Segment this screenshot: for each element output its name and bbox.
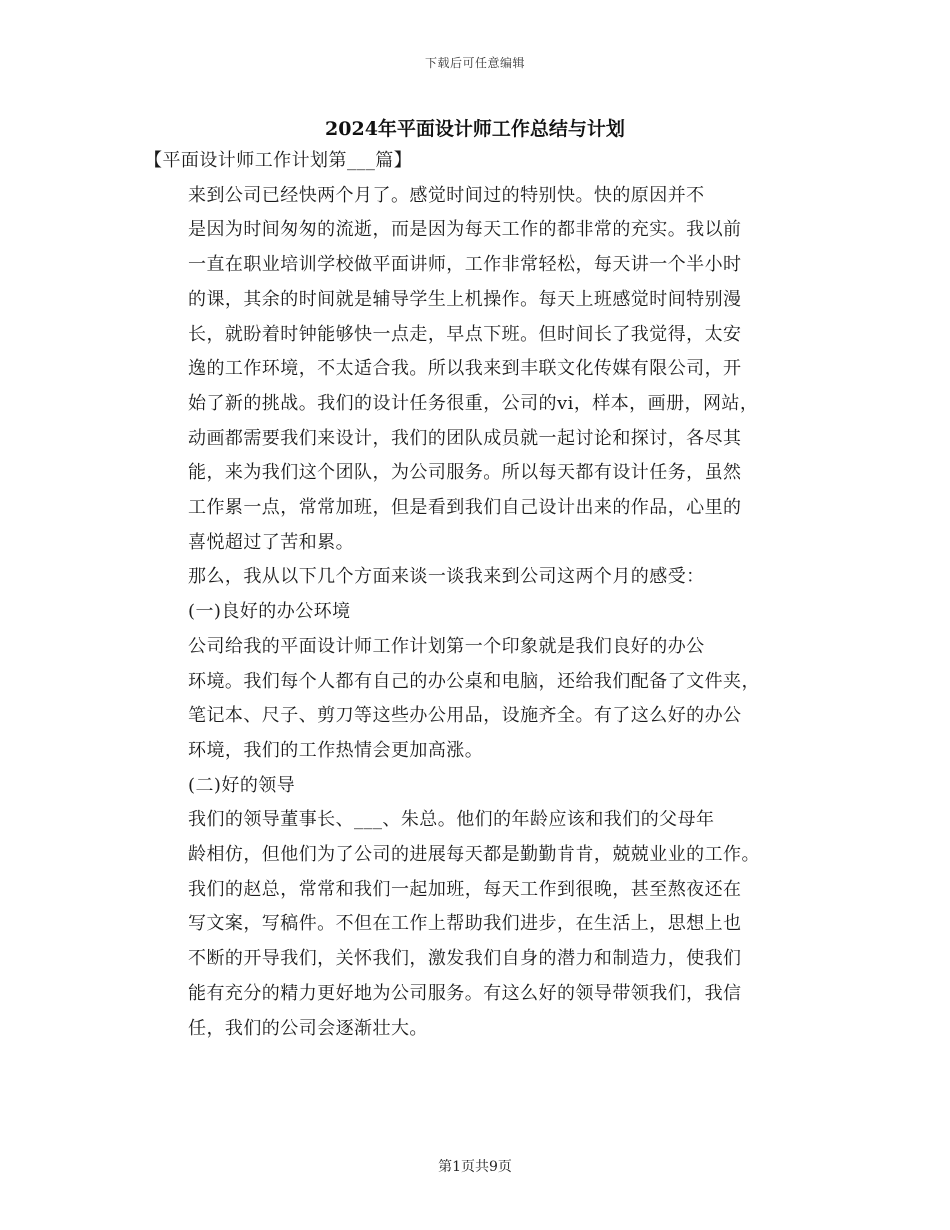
text-line: 不断的开导我们，关怀我们，激发我们自身的潜力和制造力，使我们: [188, 948, 742, 970]
text-line: 我们的领导董事长、___、朱总。他们的年龄应该和我们的父母年: [188, 809, 715, 831]
text-line: 能，来为我们这个团队，为公司服务。所以每天都有设计任务，虽然: [188, 462, 742, 484]
text-line: 长，就盼着时钟能够快一点走，早点下班。但时间长了我觉得，太安: [188, 323, 742, 345]
text-line: 来到公司已经快两个月了。感觉时间过的特别快。快的原因并不: [188, 184, 705, 206]
text-line: 能有充分的精力更好地为公司服务。有这么好的领导带领我们，我信: [188, 982, 742, 1004]
document-body: [144, 144, 809, 1046]
paragraph-intro: [144, 179, 809, 561]
section-heading: 【平面设计师工作计划第___篇】: [144, 150, 413, 171]
paragraph-leadership: [144, 803, 809, 1046]
text-line: 任，我们的公司会逐渐壮大。: [188, 1017, 428, 1039]
page-indicator: 第1页共9页: [438, 1159, 512, 1175]
text-line: 是因为时间匆匆的流逝，而是因为每天工作的都非常的充实。我以前: [188, 219, 742, 241]
text-line: 公司给我的平面设计师工作计划第一个印象就是我们良好的办公: [188, 635, 705, 657]
text-line: 的课，其余的时间就是辅导学生上机操作。每天上班感觉时间特别漫: [188, 288, 742, 310]
text-line: 工作累一点，常常加班，但是看到我们自己设计出来的作品，心里的: [188, 497, 742, 519]
text-line: 龄相仿，但他们为了公司的进展每天都是勤勤肯肯，兢兢业业的工作。: [188, 844, 760, 866]
text-line: 环境，我们的工作热情会更加高涨。: [188, 739, 484, 761]
text-line: 喜悦超过了苦和累。: [188, 531, 355, 553]
text-line: (二)好的领导: [188, 774, 296, 796]
subheading-office-environment: [144, 595, 809, 630]
text-line: 那么，我从以下几个方面来谈一谈我来到公司这两个月的感受：: [188, 566, 705, 588]
text-line: 逸的工作环境，不太适合我。所以我来到丰联文化传媒有限公司，开: [188, 358, 742, 380]
paragraph-office-environment: [144, 630, 809, 769]
subheading-leadership: [144, 769, 809, 804]
header-note: 下载后可任意编辑: [424, 56, 525, 70]
text-line: 环境。我们每个人都有自己的办公桌和电脑，还给我们配备了文件夹，: [188, 670, 760, 692]
text-line: 笔记本、尺子、剪刀等这些办公用品，设施齐全。有了这么好的办公: [188, 705, 742, 727]
text-line: 动画都需要我们来设计，我们的团队成员就一起讨论和探讨，各尽其: [188, 427, 742, 449]
text-line: 始了新的挑战。我们的设计任务很重，公司的vi，样本，画册，网站，: [188, 392, 759, 414]
paragraph-transition: [144, 560, 809, 595]
text-line: 我们的赵总，常常和我们一起加班，每天工作到很晚，甚至熬夜还在: [188, 878, 742, 900]
document-title: 2024年平面设计师工作总结与计划: [325, 118, 625, 140]
text-line: 写文案，写稿件。不但在工作上帮助我们进步，在生活上，思想上也: [188, 913, 742, 935]
text-line: 一直在职业培训学校做平面讲师，工作非常轻松，每天讲一个半小时: [188, 254, 742, 276]
text-line: (一)良好的办公环境: [188, 601, 351, 623]
